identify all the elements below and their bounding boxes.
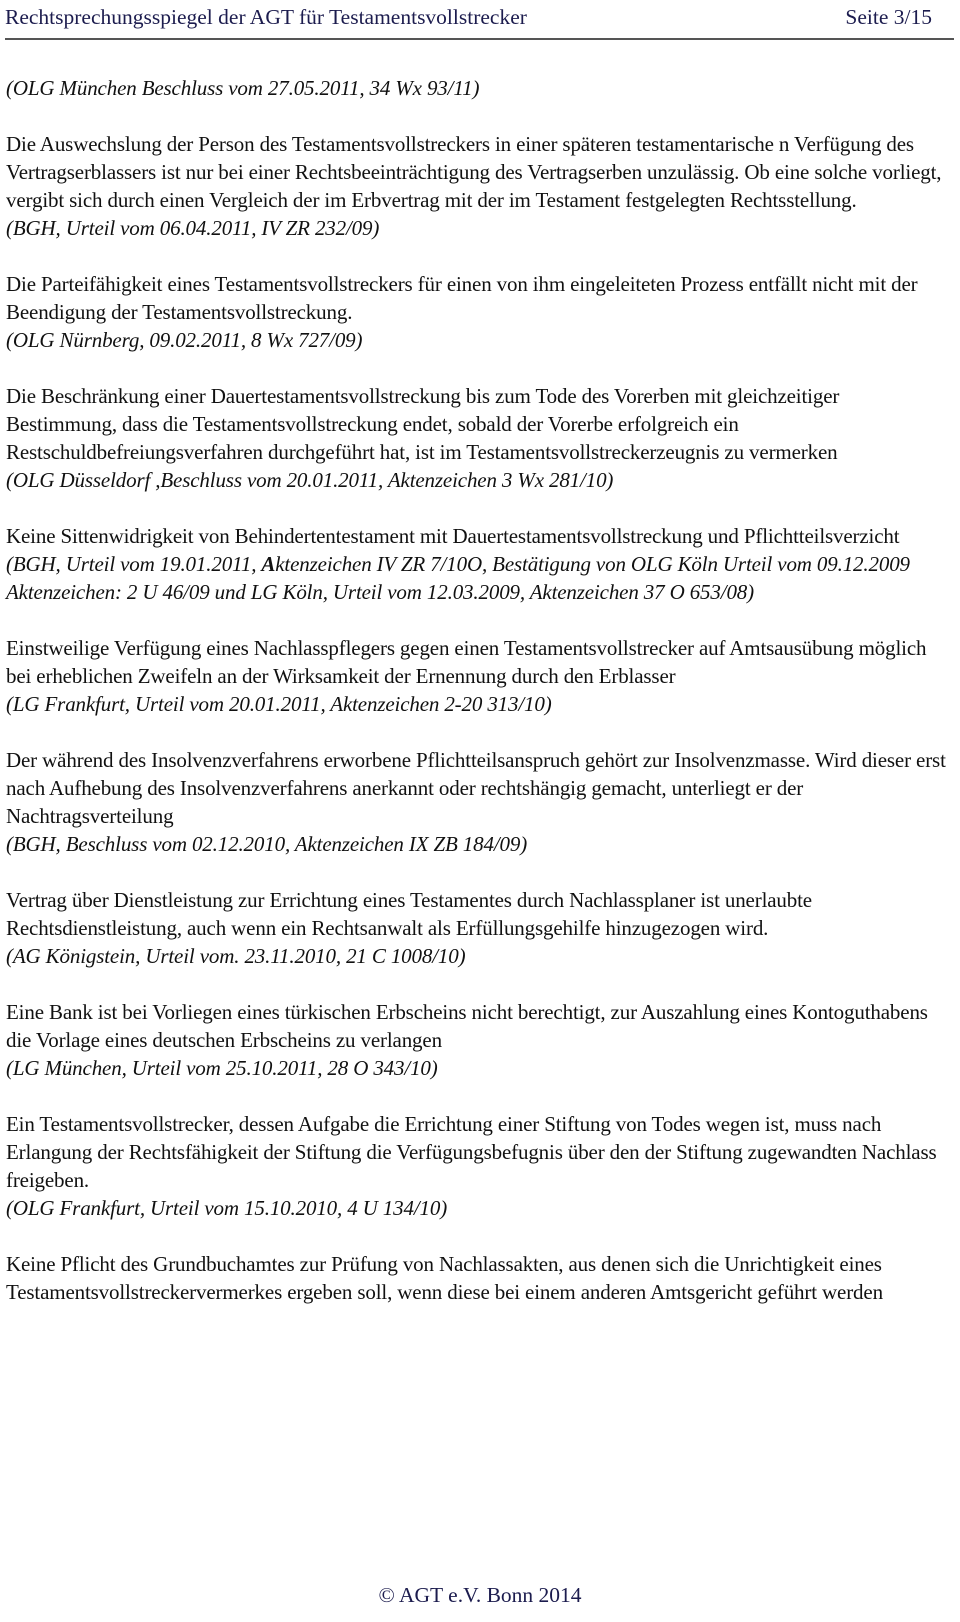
page-header (5, 0, 954, 40)
ruling-summary: Eine Bank ist bei Vorliegen eines türkischen Erbscheins nicht berechtigt, zur Auszahlung eines Kontoguthabens die Vorlage eines deutschen Erbscheins zu verlangen (6, 1000, 928, 1052)
ruling-entry (6, 746, 946, 858)
opening-citation: (OLG München Beschluss vom 27.05.2011, 34 Wx 93/11) (6, 76, 480, 100)
page-number: Seite 3/15 (845, 5, 932, 29)
ruling-citation: (BGH, Beschluss vom 02.12.2010, Aktenzeichen IX ZB 184/09) (6, 832, 528, 856)
ruling-citation: (AG Königstein, Urteil vom. 23.11.2010, 21 C 1008/10) (6, 944, 466, 968)
ruling-entry (6, 998, 946, 1082)
ruling-citation: (LG München, Urteil vom 25.10.2011, 28 O 343/10) (6, 1056, 438, 1080)
ruling-citation: (BGH, Urteil vom 06.04.2011, IV ZR 232/09) (6, 216, 380, 240)
ruling-entry (6, 522, 946, 606)
ruling-summary: Keine Pflicht des Grundbuchamtes zur Prüfung von Nachlassakten, aus denen sich die Unrichtigkeit eines Testamentsvollstreckervermerkes ergeben soll, wenn diese bei einem anderen Amtsgericht geführt werden (6, 1252, 883, 1304)
citation-bold-letter: A (261, 552, 276, 576)
ruling-summary: Keine Sittenwidrigkeit von Behindertentestament mit Dauertestamentsvollstreckung und Pflichtteilsverzicht (6, 524, 900, 548)
ruling-entry (6, 886, 946, 970)
ruling-entry (6, 382, 946, 494)
ruling-summary: Der während des Insolvenzverfahrens erworbene Pflichtteilsanspruch gehört zur Insolvenzmasse. Wird dieser erst nach Aufhebung des Insolvenzverfahrens anerkannt oder rechtshängig gemacht, unterliegt er der Nachtragsverteilung (6, 748, 946, 828)
page-footer: © AGT e.V. Bonn 2014 (378, 1583, 582, 1607)
ruling-summary: Vertrag über Dienstleistung zur Errichtung eines Testamentes durch Nachlassplaner ist unerlaubte Rechtsdienstleistung, auch wenn ein Rechtsanwalt als Erfüllungsgehilfe hinzugezogen wird. (6, 888, 812, 940)
document-body (6, 74, 946, 1334)
citation-prefix: (BGH, Urteil vom 19.01.2011, (6, 552, 262, 576)
ruling-summary: Einstweilige Verfügung eines Nachlasspflegers gegen einen Testamentsvollstrecker auf Amtsausübung möglich bei erheblichen Zweifeln an der Wirksamkeit der Ernennung durch den Erblasser (6, 636, 927, 688)
ruling-entry (6, 1110, 946, 1222)
ruling-citation (6, 550, 946, 606)
ruling-citation: (OLG Nürnberg, 09.02.2011, 8 Wx 727/09) (6, 328, 363, 352)
ruling-entry (6, 130, 946, 242)
citation-rest: ktenzeichen IV ZR 7/10O, Bestätigung von OLG Köln Urteil vom 09.12.2009 Aktenzeichen: 2 U 46/09 und LG Köln, Urteil vom 12.03.2009, Aktenzeichen 37 O 653/08) (6, 552, 910, 604)
ruling-entry (6, 270, 946, 354)
ruling-entry (6, 1250, 946, 1306)
ruling-citation: (OLG Düsseldorf ,Beschluss vom 20.01.2011, Aktenzeichen 3 Wx 281/10) (6, 468, 614, 492)
document-title: Rechtsprechungsspiegel der AGT für Testamentsvollstrecker (5, 5, 527, 29)
ruling-summary: Die Beschränkung einer Dauertestamentsvollstreckung bis zum Tode des Vorerben mit gleichzeitiger Bestimmung, dass die Testamentsvollstreckung endet, sobald der Vorerbe erfolgreich ein Restschuldbefreiungsverfahren durchgeführt hat, ist im Testamentsvollstreckerzeugnis zu vermerken (6, 384, 840, 464)
ruling-citation: (LG Frankfurt, Urteil vom 20.01.2011, Aktenzeichen 2-20 313/10) (6, 692, 552, 716)
ruling-entry (6, 634, 946, 718)
ruling-summary: Ein Testamentsvollstrecker, dessen Aufgabe die Errichtung einer Stiftung von Todes wegen ist, muss nach Erlangung der Rechtsfähigkeit der Stiftung die Verfügungsbefugnis über den der Stiftung zugewandten Nachlass freigeben. (6, 1112, 937, 1192)
ruling-summary: Die Auswechslung der Person des Testamentsvollstreckers in einer späteren testamentarische n Verfügung des Vertragserblassers ist nur bei einer Rechtsbeeinträchtigung des Vertragserben unzulässig. Ob eine solche vorliegt, vergibt sich durch einen Vergleich der im Erbvertrag mit der im Testament festgelegten Rechtsstellung. (6, 132, 942, 212)
ruling-citation: (OLG Frankfurt, Urteil vom 15.10.2010, 4 U 134/10) (6, 1196, 448, 1220)
ruling-summary: Die Parteifähigkeit eines Testamentsvollstreckers für einen von ihm eingeleiteten Prozess entfällt nicht mit der Beendigung der Testamentsvollstreckung. (6, 272, 918, 324)
